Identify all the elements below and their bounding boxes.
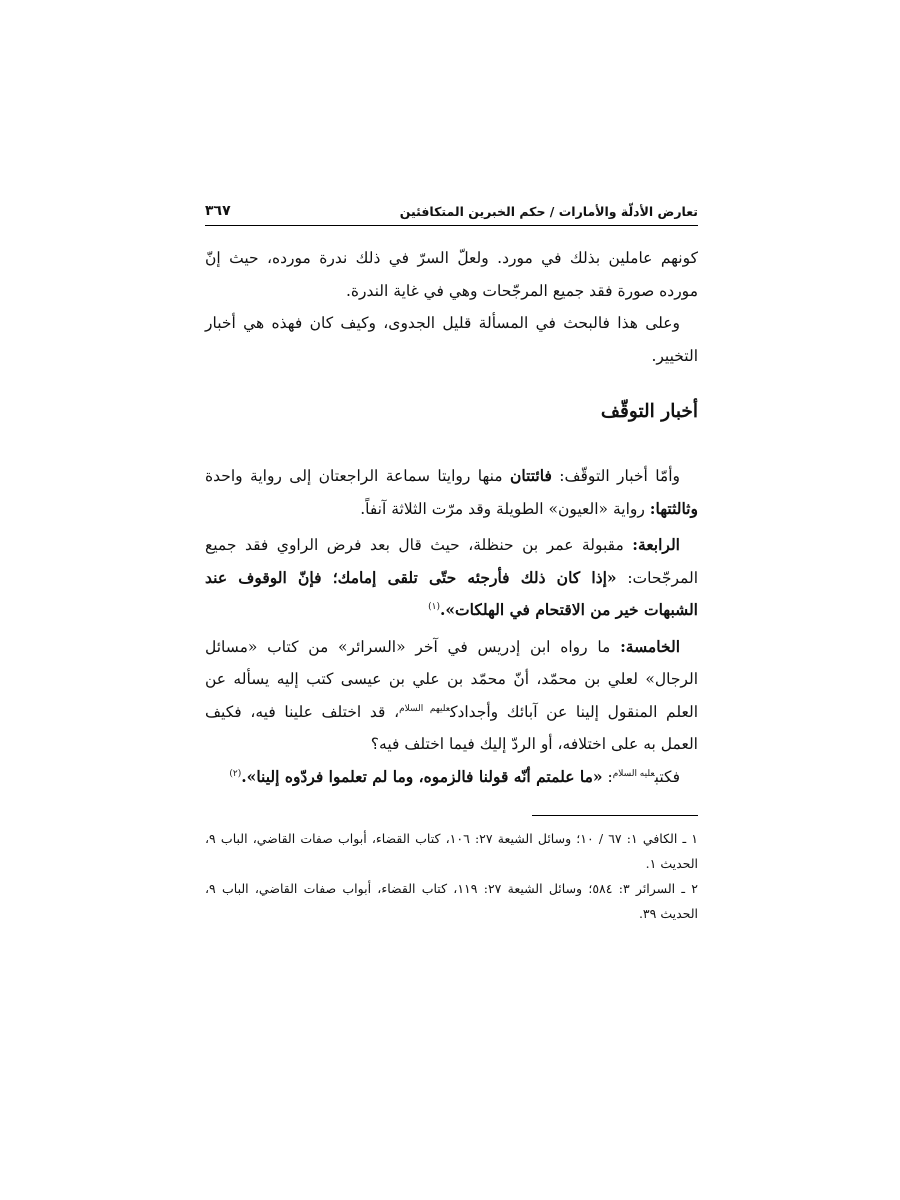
- p4-text: مقبولة عمر بن حنظلة، حيث قال بعد فرض الراوي فقد جميع المرجّحات:: [205, 536, 699, 587]
- main-text: [205, 242, 698, 926]
- running-header: [205, 195, 698, 226]
- p3-bold-b: وثالثتها:: [649, 498, 698, 518]
- p5-label: الخامسة:: [620, 636, 680, 656]
- p3-bold-a: فائتتان: [509, 466, 552, 485]
- section-heading: أخبار التوقّف: [600, 401, 698, 422]
- honorific-glyph: عليه السلام: [612, 768, 655, 779]
- paragraph-3: [205, 460, 698, 525]
- p3-text-a: وأمّا أخبار التوقّف:: [551, 467, 681, 485]
- honorific-glyph: عليهم السلام: [399, 703, 451, 714]
- p6-text-a: فكتب: [654, 767, 680, 786]
- book-page: [205, 195, 698, 926]
- p4-label: الرابعة:: [632, 535, 680, 554]
- p5-text-b: ، قد اختلف علينا فيه، فكيف العمل به على اختلافه، أو الردّ إليك فيما اختلف فيه؟: [205, 702, 698, 753]
- p5-text-a: ما رواه ابن إدريس في آخر «السرائر» من كتاب «مسائل الرجال» لعلي بن محمّد، أنّ محمّد بن علي بن عيسى كتب إليه يسأله عن العلم المنقول إلينا عن آبائك وأجدادك: [205, 637, 698, 721]
- p4-quote: «إذا كان ذلك فأرجئه حتّى تلقى إمامك؛ فإنّ الوقوف عند الشبهات خير من الاقتحام في الهلكات».: [205, 567, 698, 619]
- paragraph-1: كونهم عاملين بذلك في مورد. ولعلّ السرّ في ذلك ندرة مورده، حيث إنّ مورده صورة فقد جميع المرجّحات وهي في غاية الندرة.: [205, 249, 698, 300]
- p6-text-b: :: [602, 767, 613, 786]
- paragraph-2: وعلى هذا فالبحث في المسألة قليل الجدوى، وكيف كان فهذه هي أخبار التخيير.: [205, 314, 698, 365]
- footnote-2: ٢ ـ السرائر ٣: ٥٨٤؛ وسائل الشيعة ٢٧: ١١٩، كتاب القضاء، أبواب صفات القاضي، الباب ٩، الحديث ٣٩.: [205, 881, 698, 921]
- paragraph-5: [205, 631, 698, 761]
- page-number: ٣٦٧: [205, 203, 231, 219]
- footnote-ref-1[interactable]: (١): [428, 601, 440, 612]
- p3-text-c: رواية «العيون» الطويلة وقد مرّت الثلاثة آنفاً.: [360, 499, 650, 518]
- p3-text-b: منها روايتا سماعة الراجعتان إلى رواية واحدة: [205, 467, 510, 485]
- paragraph-4: [205, 529, 698, 627]
- footnote-ref-2[interactable]: (٢): [229, 768, 242, 779]
- p6-quote: «ما علمتم أنّه قولنا فالزموه، وما لم تعلموا فردّوه إلينا».: [241, 766, 603, 786]
- footnote-1: ١ ـ الكافي ١: ٦٧ / ١٠؛ وسائل الشيعة ٢٧: ١٠٦، كتاب القضاء، أبواب صفات القاضي، الباب ٩، الحديث ١.: [205, 831, 698, 871]
- header-title: تعارض الأدلّة والأمارات / حكم الخبرين المتكافئين: [399, 204, 698, 219]
- footnote-divider: [532, 815, 698, 816]
- paragraph-6: [205, 761, 698, 794]
